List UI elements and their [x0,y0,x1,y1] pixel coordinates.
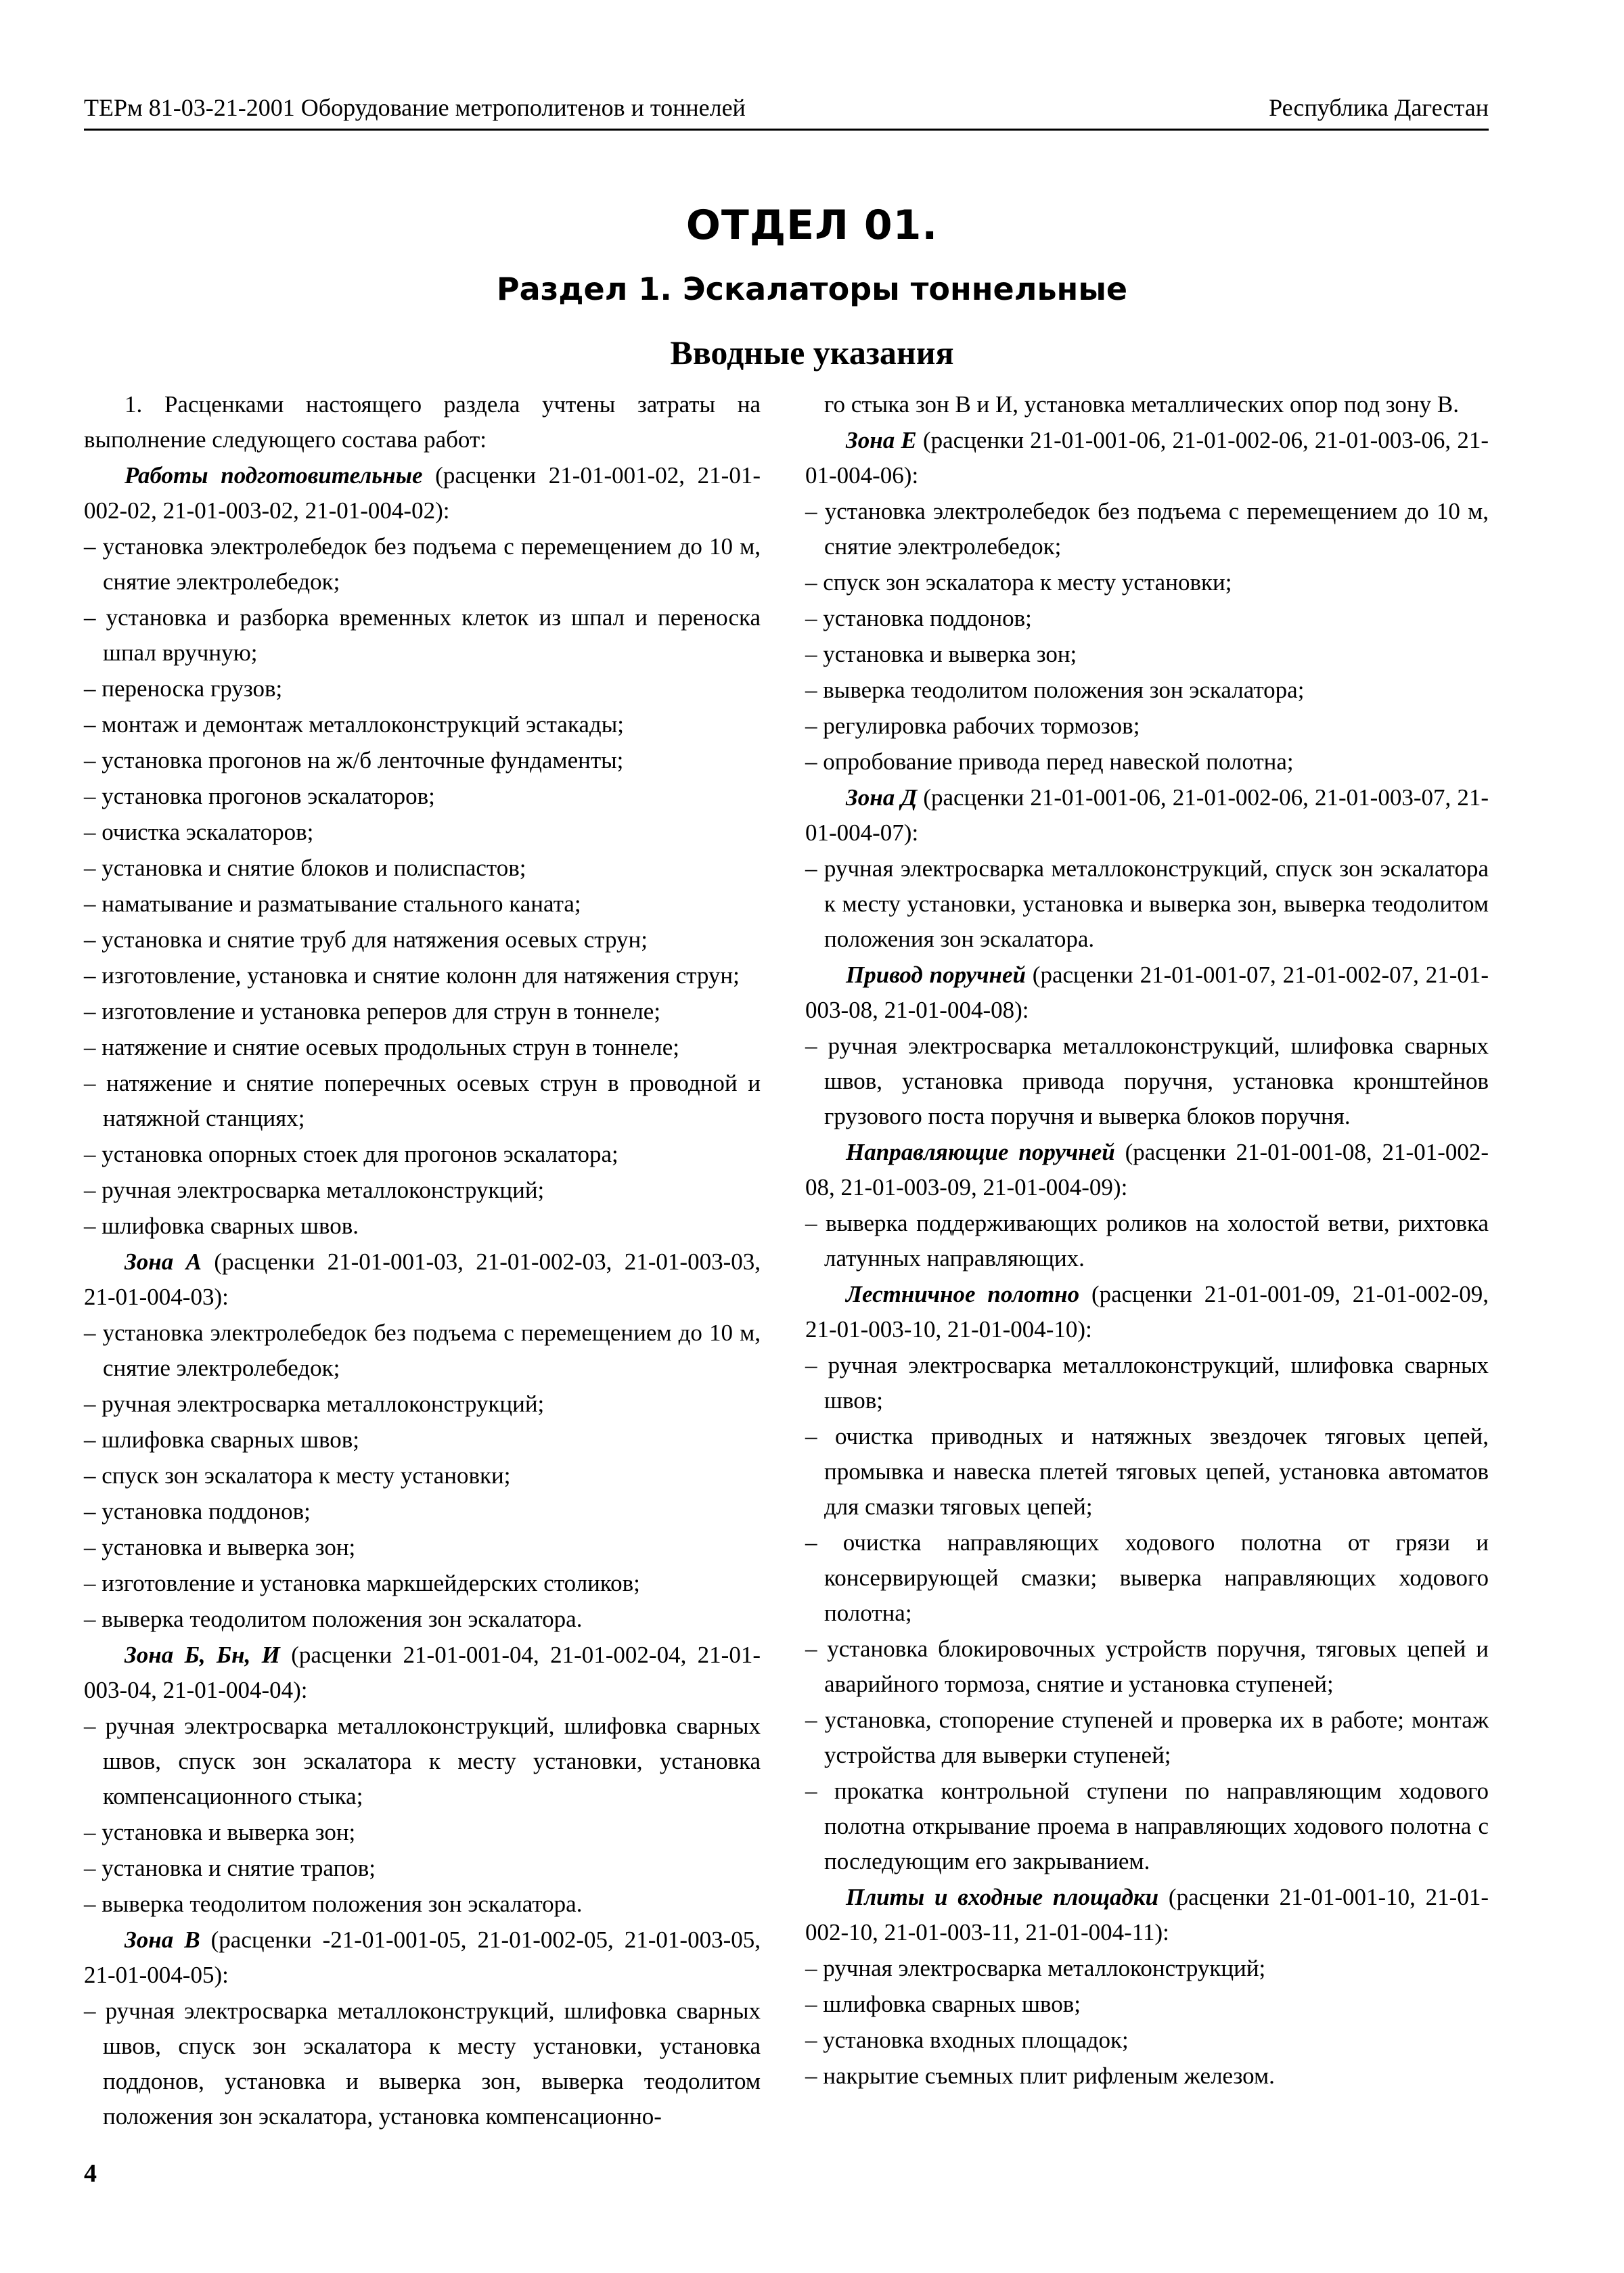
zone-d-label: Зона Д [846,784,918,811]
prep-label: Работы подготовительные [125,462,423,489]
zone-a-rates: (расценки 21-01-001-03, 21-01-002-03, 21-01-003-03, 21-01-004-03): [84,1248,761,1310]
list-item: – установка электролебедок без подъема с перемещением до 10 м, снятие электролебедок; [805,498,1489,560]
list-item: – установка блокировочных устройств поручня, тяговых цепей и аварийного тормоза, снятие и установка ступеней; [805,1636,1489,1697]
list-item: – установка и выверка зон; [805,641,1077,667]
zone-e-label: Зона Е [846,427,917,453]
list-item: – установка и снятие блоков и полиспастов; [84,855,526,881]
zone-b-heading [84,1638,761,1708]
list-item: – ручная электросварка металлоконструкций, шлифовка сварных швов; [805,1352,1489,1414]
header-region: Республика Дагестан [1269,94,1489,121]
list-item: – накрытие съемных плит рифленым железом. [805,2063,1275,2089]
list-item: – опробование привода перед навеской полотна; [805,748,1294,775]
list-item: – переноска грузов; [84,675,283,702]
list-item: – натяжение и снятие поперечных осевых струн в проводной и натяжной станциях; [84,1070,761,1131]
step-band-heading [805,1277,1489,1347]
list-item: – изготовление, установка и снятие колонн для натяжения струн; [84,962,740,989]
section-title: Раздел 1. Эскалаторы тоннельные [496,271,1128,307]
list-item: – установка, стопорение ступеней и проверка их в работе; монтаж устройства для выверки ступеней; [805,1707,1489,1768]
list-item: – установка и снятие трапов; [84,1855,376,1881]
list-item: – шлифовка сварных швов. [84,1213,359,1239]
list-item: – наматывание и разматывание стального каната; [84,891,581,917]
list-item: – изготовление и установка реперов для струн в тоннеле; [84,998,661,1025]
zone-a-heading [84,1244,761,1315]
list-item: – установка и разборка временных клеток из шпал и переноска шпал вручную; [84,604,761,666]
list-item: – ручная электросварка металлоконструкций, шлифовка сварных швов, спуск зон эскалатора к месту установки, установка поддонов, установка и выверка зон, выверка теодолитом положения зон эскалатора, установка компенсационно- [84,1998,761,2130]
list-item: – ручная электросварка металлоконструкций, спуск зон эскалатора к месту установки, установка и выверка зон, выверка теодолитом положения зон эскалатора. [805,855,1489,952]
list-item: – установка электролебедок без подъема с перемещением до 10 м, снятие электролебедок; [84,533,761,595]
running-header [84,88,1489,129]
zone-b-rates: (расценки 21-01-001-04, 21-01-002-04, 21-01-003-04, 21-01-004-04): [84,1642,761,1703]
continuation-text: го стыка зон В и И, установка металлических опор под зону В. [824,391,1459,418]
handrail-guides-label: Направляющие поручней [846,1139,1115,1165]
handrail-drive-heading [805,958,1489,1028]
list-item: – шлифовка сварных швов; [84,1426,359,1453]
list-item: – ручная электросварка металлоконструкций; [805,1955,1266,1981]
zone-a-label: Зона А [125,1248,202,1275]
list-item: – установка поддонов; [805,605,1032,631]
list-item: – установка поддонов; [84,1498,311,1525]
handrail-drive-rates: (расценки 21-01-001-07, 21-01-002-07, 21-01-003-08, 21-01-004-08): [805,962,1489,1023]
list-item: – установка и выверка зон; [84,1534,356,1560]
department-title: ОТДЕЛ 01. [685,202,939,249]
zone-e-heading [805,423,1489,493]
list-item: – выверка теодолитом положения зон эскалатора. [84,1606,583,1632]
zone-d-rates: (расценки 21-01-001-06, 21-01-002-06, 21-01-003-07, 21-01-004-07): [805,784,1489,846]
intro-heading: Вводные указания [670,334,954,372]
list-item: – установка прогонов на ж/б ленточные фундаменты; [84,747,624,773]
list-item: – ручная электросварка металлоконструкций; [84,1391,545,1417]
list-item: – изготовление и установка маркшейдерских столиков; [84,1570,640,1596]
zone-v-heading [84,1922,761,1993]
plates-heading [805,1880,1489,1950]
list-item: – очистка приводных и натяжных звездочек тяговых цепей, промывка и навеска плетей тяговых цепей, установка автоматов для смазки тяговых цепей; [805,1423,1489,1520]
zone-v-rates: (расценки -21-01-001-05, 21-01-002-05, 21-01-003-05, 21-01-004-05): [84,1927,761,1988]
handrail-drive-label: Привод поручней [846,962,1026,988]
list-item: – установка и снятие труб для натяжения осевых струн; [84,926,648,953]
handrail-guides-rates: (расценки 21-01-001-08, 21-01-002-08, 21-01-003-09, 21-01-004-09): [805,1139,1489,1200]
list-item: – регулировка рабочих тормозов; [805,713,1140,739]
zone-e-rates: (расценки 21-01-001-06, 21-01-002-06, 21-01-003-06, 21-01-004-06): [805,427,1489,489]
list-item: – натяжение и снятие осевых продольных струн в тоннеле; [84,1034,679,1060]
list-item: – ручная электросварка металлоконструкций, шлифовка сварных швов, спуск зон эскалатора к месту установки, установка компенсационного стыка; [84,1713,761,1809]
handrail-guides-heading [805,1135,1489,1205]
zone-v-label: Зона В [125,1927,200,1953]
intro-paragraph: 1. Расценками настоящего раздела учтены затраты на выполнение следующего состава работ: [84,391,761,453]
right-column [805,387,1489,2094]
list-item: – установка опорных стоек для прогонов эскалатора; [84,1141,618,1167]
left-column [84,387,761,2135]
prep-rates: (расценки 21-01-001-02, 21-01-002-02, 21-01-003-02, 21-01-004-02): [84,462,761,524]
list-item: – ручная электросварка металлоконструкций; [84,1177,545,1203]
list-item: – спуск зон эскалатора к месту установки; [805,569,1232,595]
plates-rates: (расценки 21-01-001-10, 21-01-002-10, 21-01-003-11, 21-01-004-11): [805,1884,1489,1945]
list-item: – очистка эскалаторов; [84,819,314,845]
list-item: – очистка направляющих ходового полотна от грязи и консервирующей смазки; выверка направляющих ходового полотна; [805,1529,1489,1626]
list-item: – выверка теодолитом положения зон эскалатора; [805,677,1305,703]
list-item: – установка и выверка зон; [84,1819,356,1845]
header-document-code: ТЕРм 81-03-21-2001 Оборудование метрополитенов и тоннелей [84,94,746,121]
list-item: – прокатка контрольной ступени по направляющим ходового полотна открывание проема в направляющих ходового полотна с последующим его закрыванием. [805,1778,1489,1874]
list-item: – установка входных площадок; [805,2027,1129,2053]
zone-b-label: Зона Б, Бн, И [125,1642,280,1668]
header-rule [84,129,1489,131]
list-item: – выверка поддерживающих роликов на холостой ветви, рихтовка латунных направляющих. [805,1210,1489,1271]
zone-d-heading [805,780,1489,851]
plates-label: Плиты и входные площадки [846,1884,1159,1910]
page-number: 4 [84,2159,97,2188]
list-item: – ручная электросварка металлоконструкций, шлифовка сварных швов, установка привода поручня, установка кронштейнов грузового поста поручня и выверка блоков поручня. [805,1033,1489,1129]
list-item: – монтаж и демонтаж металлоконструкций эстакады; [84,711,624,738]
prep-heading [84,458,761,528]
list-item: – установка прогонов эскалаторов; [84,783,435,809]
step-band-label: Лестничное полотно [846,1281,1080,1307]
list-item: – спуск зон эскалатора к месту установки; [84,1462,511,1489]
list-item: – шлифовка сварных швов; [805,1991,1081,2017]
step-band-rates: (расценки 21-01-001-09, 21-01-002-09, 21-01-003-10, 21-01-004-10): [805,1281,1489,1343]
list-item: – установка электролебедок без подъема с перемещением до 10 м, снятие электролебедок; [84,1320,761,1381]
list-item: – выверка теодолитом положения зон эскалатора. [84,1891,583,1917]
